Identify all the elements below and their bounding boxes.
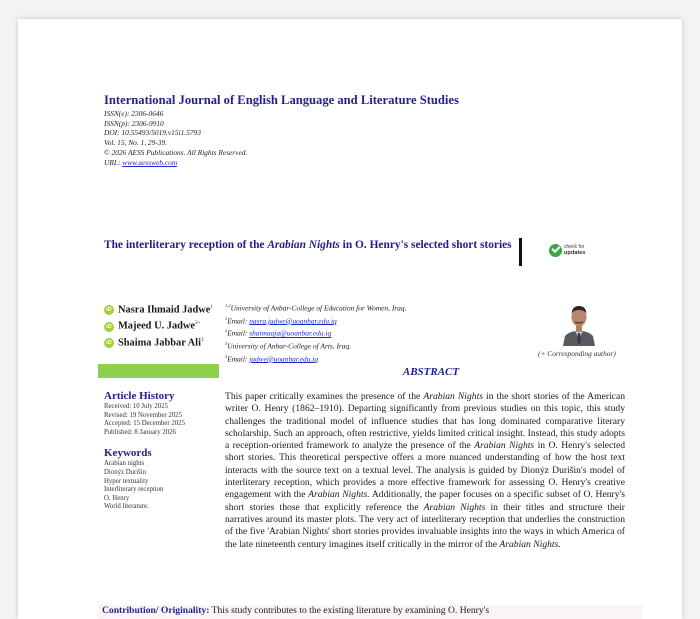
- keyword: Interliterary reception: [104, 486, 164, 494]
- contribution-label: Contribution/ Originality:: [102, 605, 210, 616]
- affiliation-line: [225, 339, 545, 352]
- orcid-icon[interactable]: iD: [104, 322, 114, 332]
- check-for-updates-badge[interactable]: [549, 244, 585, 257]
- copyright: © 2026 AESS Publications. All Rights Reserved.: [104, 147, 248, 157]
- affiliations: [225, 301, 545, 364]
- article-sidebar: [104, 390, 224, 512]
- affiliation-sup: 1: [225, 315, 228, 321]
- history-accepted: Accepted: 15 December 2025: [104, 420, 185, 428]
- check-circle-icon: [549, 244, 562, 257]
- author: [104, 317, 229, 333]
- orcid-icon[interactable]: iD: [104, 338, 114, 348]
- keyword: World literature.: [104, 503, 149, 511]
- affiliation-line: [225, 326, 545, 339]
- abstract-segment: This paper critically examines the presence of the: [225, 391, 424, 402]
- doi: DOI: 10.55493/5019.v15i1.5793: [104, 128, 201, 138]
- contribution-originality: [98, 605, 642, 619]
- author: [104, 334, 229, 350]
- history-revised: Revised: 19 November 2025: [104, 411, 182, 419]
- author: [104, 301, 229, 317]
- email-link[interactable]: nasra.jadwe@uoanbar.edu.iq: [249, 316, 337, 326]
- orcid-icon[interactable]: iD: [104, 305, 114, 315]
- abstract-segment-italic: Arabian Nights.: [499, 538, 561, 550]
- author-sup: 1: [210, 305, 213, 310]
- author-name: Shaima Jabbar Ali: [118, 337, 201, 349]
- article-history-heading: Article History: [104, 390, 175, 402]
- email-link[interactable]: jadwe@uoanbar.edu.iq: [249, 354, 319, 364]
- abstract-body: [225, 391, 625, 551]
- affiliation-line: [225, 301, 545, 314]
- article-title-part1: The interliterary reception of the: [104, 239, 268, 251]
- history-published: Published: 8 January 2026: [104, 428, 176, 436]
- abstract-segment: in the short stories of the American writer O. Henry (1862–1910). Departing significantly from previous studies on this topic, this study challenges the traditional model of influence studies that has long dominated comparative literary scholarship. Such an approach, often restrictive, yields limited critical insight. Instead, this study adopts a reception-oriented framework to analyze the presence of the: [225, 391, 625, 452]
- abstract-segment-italic: Arabian Nights.: [308, 489, 370, 501]
- journal-title: International Journal of English Language and Literature Studies: [104, 93, 459, 107]
- url-label: URL:: [104, 157, 123, 167]
- url-line: [104, 158, 247, 168]
- keyword: O. Henry: [104, 494, 130, 502]
- abstract-segment-italic: Arabian Nights: [423, 391, 483, 402]
- corresponding-author-note: (+ Corresponding author): [538, 349, 616, 358]
- history-received: Received: 10 July 2025: [104, 403, 168, 410]
- author-name: Nasra Ihmaid Jadwe: [118, 304, 211, 316]
- author-list: [104, 301, 229, 350]
- affiliation-line: [225, 314, 545, 327]
- accent-bar: [98, 364, 219, 378]
- affiliation-text: University of Anbar-College of Education for Women, Iraq.: [230, 303, 407, 313]
- issn-print: ISSN(p): 2306-9910: [104, 118, 164, 128]
- affiliation-sup: 2: [225, 328, 228, 334]
- article-title-part2: in O. Henry's selected short stories: [339, 239, 512, 251]
- journal-url-link[interactable]: www.aessweb.com: [122, 157, 178, 167]
- contribution-text: This study contributes to the existing literature by examining O. Henry's: [209, 605, 490, 616]
- keywords-heading: Keywords: [104, 447, 152, 460]
- crossmark-line1: check for: [564, 244, 585, 250]
- author-sup: 2+: [195, 321, 201, 327]
- keyword: Arabian nights: [104, 460, 145, 468]
- author-photo: [561, 302, 597, 346]
- email-label: Email:: [227, 316, 250, 326]
- keyword: Dionýz Durišin: [104, 468, 147, 476]
- affiliation-sup: 1,2: [225, 303, 231, 308]
- abstract-segment-italic: Arabian Nights: [474, 440, 535, 452]
- journal-meta: [104, 109, 247, 167]
- abstract-heading: ABSTRACT: [402, 366, 460, 378]
- affiliation-line: [225, 352, 545, 365]
- article-title-italic: Arabian Nights: [267, 239, 340, 251]
- issn-electronic: ISSN(e): 2306-0646: [104, 109, 164, 118]
- abstract-segment: Additionally, the paper focuses on a specific subset of O. Henry's short stories those that explicitly reference the: [225, 489, 625, 513]
- affiliation-sup: 3: [225, 341, 228, 347]
- abstract-segment: in their titles and structure their narratives around its master plots. The very act of interliterary reception that underlies the construction of the five 'Arabian Nights' short stories provides invaluable insights into the ways in which America of the late nineteenth century imagines itself critically in the mirror of the: [225, 501, 625, 550]
- email-label: Email:: [227, 328, 250, 338]
- title-divider-bar: [519, 238, 522, 266]
- crossmark-line2: updates: [564, 249, 586, 256]
- article-page: [18, 19, 682, 619]
- email-link[interactable]: shaimaaja@uoanbar.edu.iq: [249, 328, 332, 338]
- abstract-segment-italic: Arabian Nights: [423, 501, 486, 513]
- affiliation-text: University of Anbar-College of Arts, Iraq.: [227, 341, 352, 351]
- article-title: [104, 237, 519, 253]
- volume-info: Vol. 15, No. 1, 29-39.: [104, 138, 168, 148]
- email-label: Email:: [227, 354, 250, 364]
- author-sup: 3: [200, 337, 204, 343]
- author-name: Majeed U. Jadwe: [118, 320, 196, 332]
- abstract-segment: in O. Henry's selected short stories. This theoretical perspective offers a more nuanced understanding of how the host text interacts with the source text on a textual level. The analysis is guided by Dionýz Durišin's model of interliterary reception, which provides a more effective framework for assessing O. Henry's creative engagement with the: [225, 440, 625, 501]
- keyword: Hyper textuality: [104, 477, 149, 485]
- affiliation-sup: 3: [225, 353, 228, 359]
